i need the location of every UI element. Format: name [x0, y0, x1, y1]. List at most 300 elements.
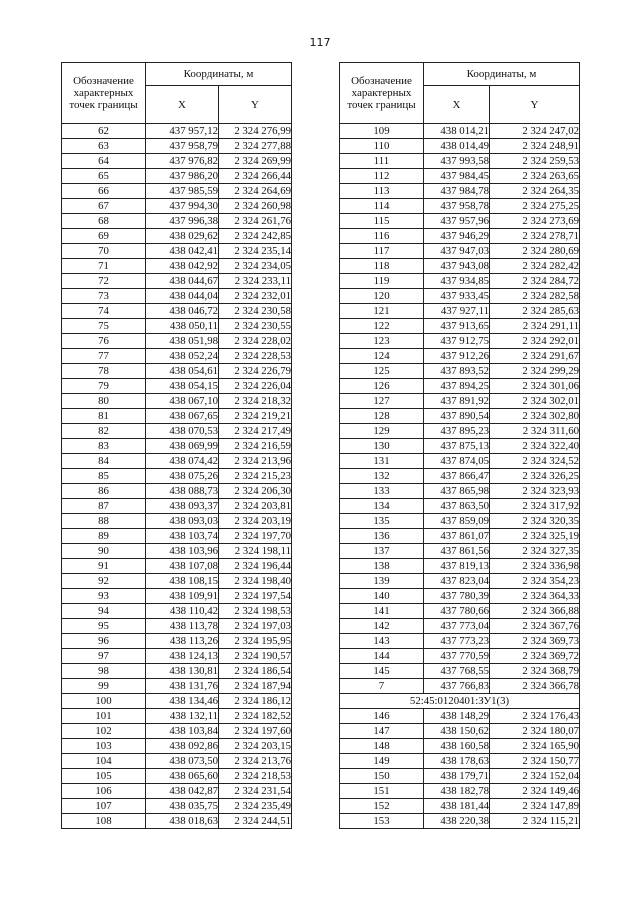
y-cell: 2 324 213,96	[219, 454, 292, 469]
y-cell: 2 324 291,11	[490, 319, 580, 334]
table-row	[62, 619, 292, 634]
x-cell: 438 088,73	[146, 484, 219, 499]
y-cell: 2 324 233,11	[219, 274, 292, 289]
x-cell: 437 947,03	[424, 244, 490, 259]
y-cell: 2 324 369,73	[490, 634, 580, 649]
y-cell: 2 324 230,58	[219, 304, 292, 319]
x-cell: 438 093,37	[146, 499, 219, 514]
x-cell: 438 181,44	[424, 799, 490, 814]
point-cell: 90	[62, 544, 146, 559]
point-cell: 141	[340, 604, 424, 619]
x-cell: 437 890,54	[424, 409, 490, 424]
y-cell: 2 324 261,76	[219, 214, 292, 229]
y-cell: 2 324 282,58	[490, 289, 580, 304]
table-row	[62, 544, 292, 559]
x-cell: 437 934,85	[424, 274, 490, 289]
x-cell: 438 035,75	[146, 799, 219, 814]
point-cell: 87	[62, 499, 146, 514]
table-row	[340, 679, 580, 694]
y-cell: 2 324 248,91	[490, 139, 580, 154]
point-cell: 101	[62, 709, 146, 724]
x-cell: 438 124,13	[146, 649, 219, 664]
y-cell: 2 324 217,49	[219, 424, 292, 439]
point-cell: 79	[62, 379, 146, 394]
x-cell: 437 984,45	[424, 169, 490, 184]
table-row	[340, 574, 580, 589]
table-row	[62, 274, 292, 289]
point-cell: 131	[340, 454, 424, 469]
y-cell: 2 324 147,89	[490, 799, 580, 814]
x-cell: 437 912,26	[424, 349, 490, 364]
point-cell: 124	[340, 349, 424, 364]
y-cell: 2 324 264,35	[490, 184, 580, 199]
point-cell: 96	[62, 634, 146, 649]
table-row	[340, 544, 580, 559]
table-row	[340, 589, 580, 604]
x-cell: 437 976,82	[146, 154, 219, 169]
y-cell: 2 324 302,80	[490, 409, 580, 424]
table-row	[340, 664, 580, 679]
x-cell: 437 768,55	[424, 664, 490, 679]
y-cell: 2 324 186,54	[219, 664, 292, 679]
y-cell: 2 324 275,25	[490, 199, 580, 214]
y-cell: 2 324 259,53	[490, 154, 580, 169]
table-row	[340, 214, 580, 229]
y-cell: 2 324 197,54	[219, 589, 292, 604]
point-cell: 112	[340, 169, 424, 184]
table-row	[62, 574, 292, 589]
x-cell: 437 933,45	[424, 289, 490, 304]
table-row	[62, 124, 292, 139]
point-cell: 147	[340, 724, 424, 739]
table-row	[62, 499, 292, 514]
table-row	[340, 484, 580, 499]
table-row	[340, 379, 580, 394]
point-cell: 135	[340, 514, 424, 529]
point-header: Обозначение характерных точек границы	[340, 63, 424, 124]
table-row	[62, 724, 292, 739]
table-row	[62, 784, 292, 799]
point-cell: 66	[62, 184, 146, 199]
table-row	[62, 484, 292, 499]
point-cell: 73	[62, 289, 146, 304]
x-cell: 438 160,58	[424, 739, 490, 754]
y-cell: 2 324 165,90	[490, 739, 580, 754]
table-row	[340, 169, 580, 184]
x-cell: 438 103,74	[146, 529, 219, 544]
point-cell: 85	[62, 469, 146, 484]
x-cell: 437 766,83	[424, 679, 490, 694]
x-cell: 437 866,47	[424, 469, 490, 484]
y-cell: 2 324 235,14	[219, 244, 292, 259]
table-row	[62, 604, 292, 619]
point-cell: 75	[62, 319, 146, 334]
y-header: Y	[219, 86, 292, 124]
table-row	[340, 514, 580, 529]
x-cell: 438 018,63	[146, 814, 219, 829]
x-cell: 438 044,04	[146, 289, 219, 304]
point-cell: 132	[340, 469, 424, 484]
point-cell: 63	[62, 139, 146, 154]
x-cell: 437 957,12	[146, 124, 219, 139]
point-cell: 115	[340, 214, 424, 229]
point-cell: 80	[62, 394, 146, 409]
table-row	[340, 229, 580, 244]
x-cell: 438 150,62	[424, 724, 490, 739]
y-cell: 2 324 278,71	[490, 229, 580, 244]
y-cell: 2 324 198,11	[219, 544, 292, 559]
x-cell: 437 819,13	[424, 559, 490, 574]
x-cell: 437 994,30	[146, 199, 219, 214]
y-cell: 2 324 323,93	[490, 484, 580, 499]
y-cell: 2 324 366,78	[490, 679, 580, 694]
table-row	[340, 499, 580, 514]
point-cell: 139	[340, 574, 424, 589]
table-row	[340, 139, 580, 154]
x-cell: 438 134,46	[146, 694, 219, 709]
y-cell: 2 324 218,53	[219, 769, 292, 784]
table-row	[340, 364, 580, 379]
point-cell: 109	[340, 124, 424, 139]
x-cell: 438 069,99	[146, 439, 219, 454]
table-row	[62, 259, 292, 274]
point-cell: 110	[340, 139, 424, 154]
y-cell: 2 324 276,99	[219, 124, 292, 139]
point-cell: 133	[340, 484, 424, 499]
y-cell: 2 324 299,29	[490, 364, 580, 379]
y-cell: 2 324 354,23	[490, 574, 580, 589]
point-cell: 76	[62, 334, 146, 349]
y-cell: 2 324 325,19	[490, 529, 580, 544]
point-cell: 138	[340, 559, 424, 574]
point-cell: 142	[340, 619, 424, 634]
table-row	[340, 319, 580, 334]
x-cell: 438 014,21	[424, 124, 490, 139]
point-cell: 70	[62, 244, 146, 259]
point-cell: 126	[340, 379, 424, 394]
point-cell: 125	[340, 364, 424, 379]
point-cell: 86	[62, 484, 146, 499]
y-cell: 2 324 320,35	[490, 514, 580, 529]
right-table-body	[340, 124, 580, 829]
x-cell: 438 067,65	[146, 409, 219, 424]
x-cell: 438 131,76	[146, 679, 219, 694]
y-cell: 2 324 322,40	[490, 439, 580, 454]
y-cell: 2 324 244,51	[219, 814, 292, 829]
x-cell: 438 130,81	[146, 664, 219, 679]
table-row	[340, 334, 580, 349]
x-cell: 438 110,42	[146, 604, 219, 619]
table-row	[62, 589, 292, 604]
y-cell: 2 324 216,59	[219, 439, 292, 454]
point-cell: 107	[62, 799, 146, 814]
point-cell: 78	[62, 364, 146, 379]
y-cell: 2 324 195,95	[219, 634, 292, 649]
y-cell: 2 324 182,52	[219, 709, 292, 724]
point-cell: 62	[62, 124, 146, 139]
point-cell: 153	[340, 814, 424, 829]
point-cell: 123	[340, 334, 424, 349]
x-cell: 437 927,11	[424, 304, 490, 319]
x-cell: 437 895,23	[424, 424, 490, 439]
left-table-body	[62, 124, 292, 829]
table-row	[62, 199, 292, 214]
x-cell: 438 029,62	[146, 229, 219, 244]
point-header: Обозначение характерных точек границы	[62, 63, 146, 124]
table-row	[62, 289, 292, 304]
table-row	[340, 349, 580, 364]
x-cell: 437 875,13	[424, 439, 490, 454]
x-cell: 438 220,38	[424, 814, 490, 829]
point-cell: 136	[340, 529, 424, 544]
y-cell: 2 324 203,81	[219, 499, 292, 514]
x-cell: 438 052,24	[146, 349, 219, 364]
point-cell: 130	[340, 439, 424, 454]
y-cell: 2 324 197,60	[219, 724, 292, 739]
y-cell: 2 324 198,40	[219, 574, 292, 589]
y-cell: 2 324 263,65	[490, 169, 580, 184]
x-cell: 437 861,56	[424, 544, 490, 559]
y-cell: 2 324 336,98	[490, 559, 580, 574]
point-cell: 144	[340, 649, 424, 664]
y-cell: 2 324 264,69	[219, 184, 292, 199]
point-cell: 149	[340, 754, 424, 769]
table-row	[340, 154, 580, 169]
x-cell: 438 050,11	[146, 319, 219, 334]
table-row	[62, 139, 292, 154]
y-cell: 2 324 269,99	[219, 154, 292, 169]
x-cell: 438 073,50	[146, 754, 219, 769]
table-row	[340, 649, 580, 664]
coordinates-table-right	[339, 62, 580, 829]
table-row	[340, 799, 580, 814]
point-cell: 134	[340, 499, 424, 514]
x-cell: 438 092,86	[146, 739, 219, 754]
y-cell: 2 324 302,01	[490, 394, 580, 409]
point-cell: 113	[340, 184, 424, 199]
y-cell: 2 324 284,72	[490, 274, 580, 289]
table-row	[62, 754, 292, 769]
point-cell: 72	[62, 274, 146, 289]
table-row	[62, 244, 292, 259]
x-header: X	[424, 86, 490, 124]
y-cell: 2 324 196,44	[219, 559, 292, 574]
table-row	[340, 274, 580, 289]
table-row	[62, 514, 292, 529]
point-cell: 143	[340, 634, 424, 649]
y-cell: 2 324 226,79	[219, 364, 292, 379]
point-cell: 127	[340, 394, 424, 409]
x-cell: 437 891,92	[424, 394, 490, 409]
point-cell: 92	[62, 574, 146, 589]
table-row	[340, 634, 580, 649]
table-row	[340, 424, 580, 439]
x-cell: 438 182,78	[424, 784, 490, 799]
table-row	[340, 529, 580, 544]
point-cell: 118	[340, 259, 424, 274]
table-row	[62, 769, 292, 784]
point-cell: 103	[62, 739, 146, 754]
table-row	[62, 634, 292, 649]
y-cell: 2 324 213,76	[219, 754, 292, 769]
table-row	[340, 814, 580, 829]
y-cell: 2 324 280,69	[490, 244, 580, 259]
table-row	[62, 529, 292, 544]
x-cell: 438 132,11	[146, 709, 219, 724]
point-cell: 152	[340, 799, 424, 814]
x-cell: 437 823,04	[424, 574, 490, 589]
table-row	[62, 304, 292, 319]
table-row	[340, 394, 580, 409]
x-cell: 438 067,10	[146, 394, 219, 409]
point-cell: 148	[340, 739, 424, 754]
y-cell: 2 324 176,43	[490, 709, 580, 724]
x-cell: 438 107,08	[146, 559, 219, 574]
table-row	[62, 334, 292, 349]
table-row	[340, 724, 580, 739]
point-cell: 114	[340, 199, 424, 214]
table-row	[340, 454, 580, 469]
table-row	[62, 424, 292, 439]
table-row	[62, 229, 292, 244]
point-cell: 65	[62, 169, 146, 184]
x-cell: 437 874,05	[424, 454, 490, 469]
y-cell: 2 324 150,77	[490, 754, 580, 769]
y-cell: 2 324 367,76	[490, 619, 580, 634]
point-cell: 7	[340, 679, 424, 694]
x-cell: 438 103,84	[146, 724, 219, 739]
x-cell: 437 861,07	[424, 529, 490, 544]
y-cell: 2 324 266,44	[219, 169, 292, 184]
y-cell: 2 324 235,49	[219, 799, 292, 814]
table-row	[340, 199, 580, 214]
x-cell: 437 893,52	[424, 364, 490, 379]
y-cell: 2 324 285,63	[490, 304, 580, 319]
table-row	[62, 154, 292, 169]
table-row	[62, 454, 292, 469]
y-cell: 2 324 327,35	[490, 544, 580, 559]
point-cell: 84	[62, 454, 146, 469]
table-row	[62, 394, 292, 409]
point-cell: 67	[62, 199, 146, 214]
table-row	[62, 739, 292, 754]
point-cell: 122	[340, 319, 424, 334]
point-cell: 108	[62, 814, 146, 829]
x-cell: 438 042,87	[146, 784, 219, 799]
point-cell: 111	[340, 154, 424, 169]
y-cell: 2 324 317,92	[490, 499, 580, 514]
y-cell: 2 324 197,70	[219, 529, 292, 544]
x-cell: 437 912,75	[424, 334, 490, 349]
point-cell: 106	[62, 784, 146, 799]
point-cell: 150	[340, 769, 424, 784]
x-cell: 437 773,04	[424, 619, 490, 634]
point-cell: 116	[340, 229, 424, 244]
table-row	[340, 244, 580, 259]
table-row	[62, 184, 292, 199]
table-row	[340, 184, 580, 199]
table-row	[62, 799, 292, 814]
point-cell: 104	[62, 754, 146, 769]
point-cell: 71	[62, 259, 146, 274]
x-cell: 437 958,79	[146, 139, 219, 154]
y-cell: 2 324 115,21	[490, 814, 580, 829]
table-row	[340, 709, 580, 724]
parcel-subheader: 52:45:0120401:ЗУ1(3)	[340, 694, 580, 709]
x-cell: 438 046,72	[146, 304, 219, 319]
y-cell: 2 324 326,25	[490, 469, 580, 484]
point-cell: 98	[62, 664, 146, 679]
y-cell: 2 324 215,23	[219, 469, 292, 484]
x-cell: 438 042,41	[146, 244, 219, 259]
table-row	[340, 469, 580, 484]
y-cell: 2 324 369,72	[490, 649, 580, 664]
point-cell: 140	[340, 589, 424, 604]
table-row	[340, 754, 580, 769]
y-cell: 2 324 291,67	[490, 349, 580, 364]
table-row	[62, 439, 292, 454]
x-cell: 438 074,42	[146, 454, 219, 469]
point-cell: 81	[62, 409, 146, 424]
table-row	[340, 124, 580, 139]
point-cell: 128	[340, 409, 424, 424]
x-cell: 437 984,78	[424, 184, 490, 199]
table-row	[340, 304, 580, 319]
x-cell: 437 985,59	[146, 184, 219, 199]
y-cell: 2 324 232,01	[219, 289, 292, 304]
y-cell: 2 324 273,69	[490, 214, 580, 229]
point-cell: 146	[340, 709, 424, 724]
coords-header: Координаты, м	[424, 63, 580, 86]
x-cell: 437 943,08	[424, 259, 490, 274]
x-cell: 437 865,98	[424, 484, 490, 499]
y-cell: 2 324 218,32	[219, 394, 292, 409]
point-cell: 77	[62, 349, 146, 364]
y-cell: 2 324 219,21	[219, 409, 292, 424]
table-row	[62, 679, 292, 694]
x-cell: 437 958,78	[424, 199, 490, 214]
y-cell: 2 324 203,19	[219, 514, 292, 529]
x-cell: 438 065,60	[146, 769, 219, 784]
y-cell: 2 324 180,07	[490, 724, 580, 739]
y-cell: 2 324 187,94	[219, 679, 292, 694]
point-cell: 129	[340, 424, 424, 439]
x-cell: 437 770,59	[424, 649, 490, 664]
x-cell: 438 108,15	[146, 574, 219, 589]
y-cell: 2 324 234,05	[219, 259, 292, 274]
point-cell: 100	[62, 694, 146, 709]
x-header: X	[146, 86, 219, 124]
y-cell: 2 324 247,02	[490, 124, 580, 139]
point-cell: 120	[340, 289, 424, 304]
point-cell: 102	[62, 724, 146, 739]
y-cell: 2 324 277,88	[219, 139, 292, 154]
point-cell: 82	[62, 424, 146, 439]
point-cell: 69	[62, 229, 146, 244]
x-cell: 437 993,58	[424, 154, 490, 169]
page-number: 117	[309, 36, 331, 49]
table-row	[340, 439, 580, 454]
x-cell: 438 103,96	[146, 544, 219, 559]
x-cell: 438 075,26	[146, 469, 219, 484]
y-cell: 2 324 152,04	[490, 769, 580, 784]
x-cell: 437 913,65	[424, 319, 490, 334]
y-cell: 2 324 324,52	[490, 454, 580, 469]
point-cell: 64	[62, 154, 146, 169]
point-cell: 88	[62, 514, 146, 529]
y-cell: 2 324 228,53	[219, 349, 292, 364]
table-row	[62, 814, 292, 829]
